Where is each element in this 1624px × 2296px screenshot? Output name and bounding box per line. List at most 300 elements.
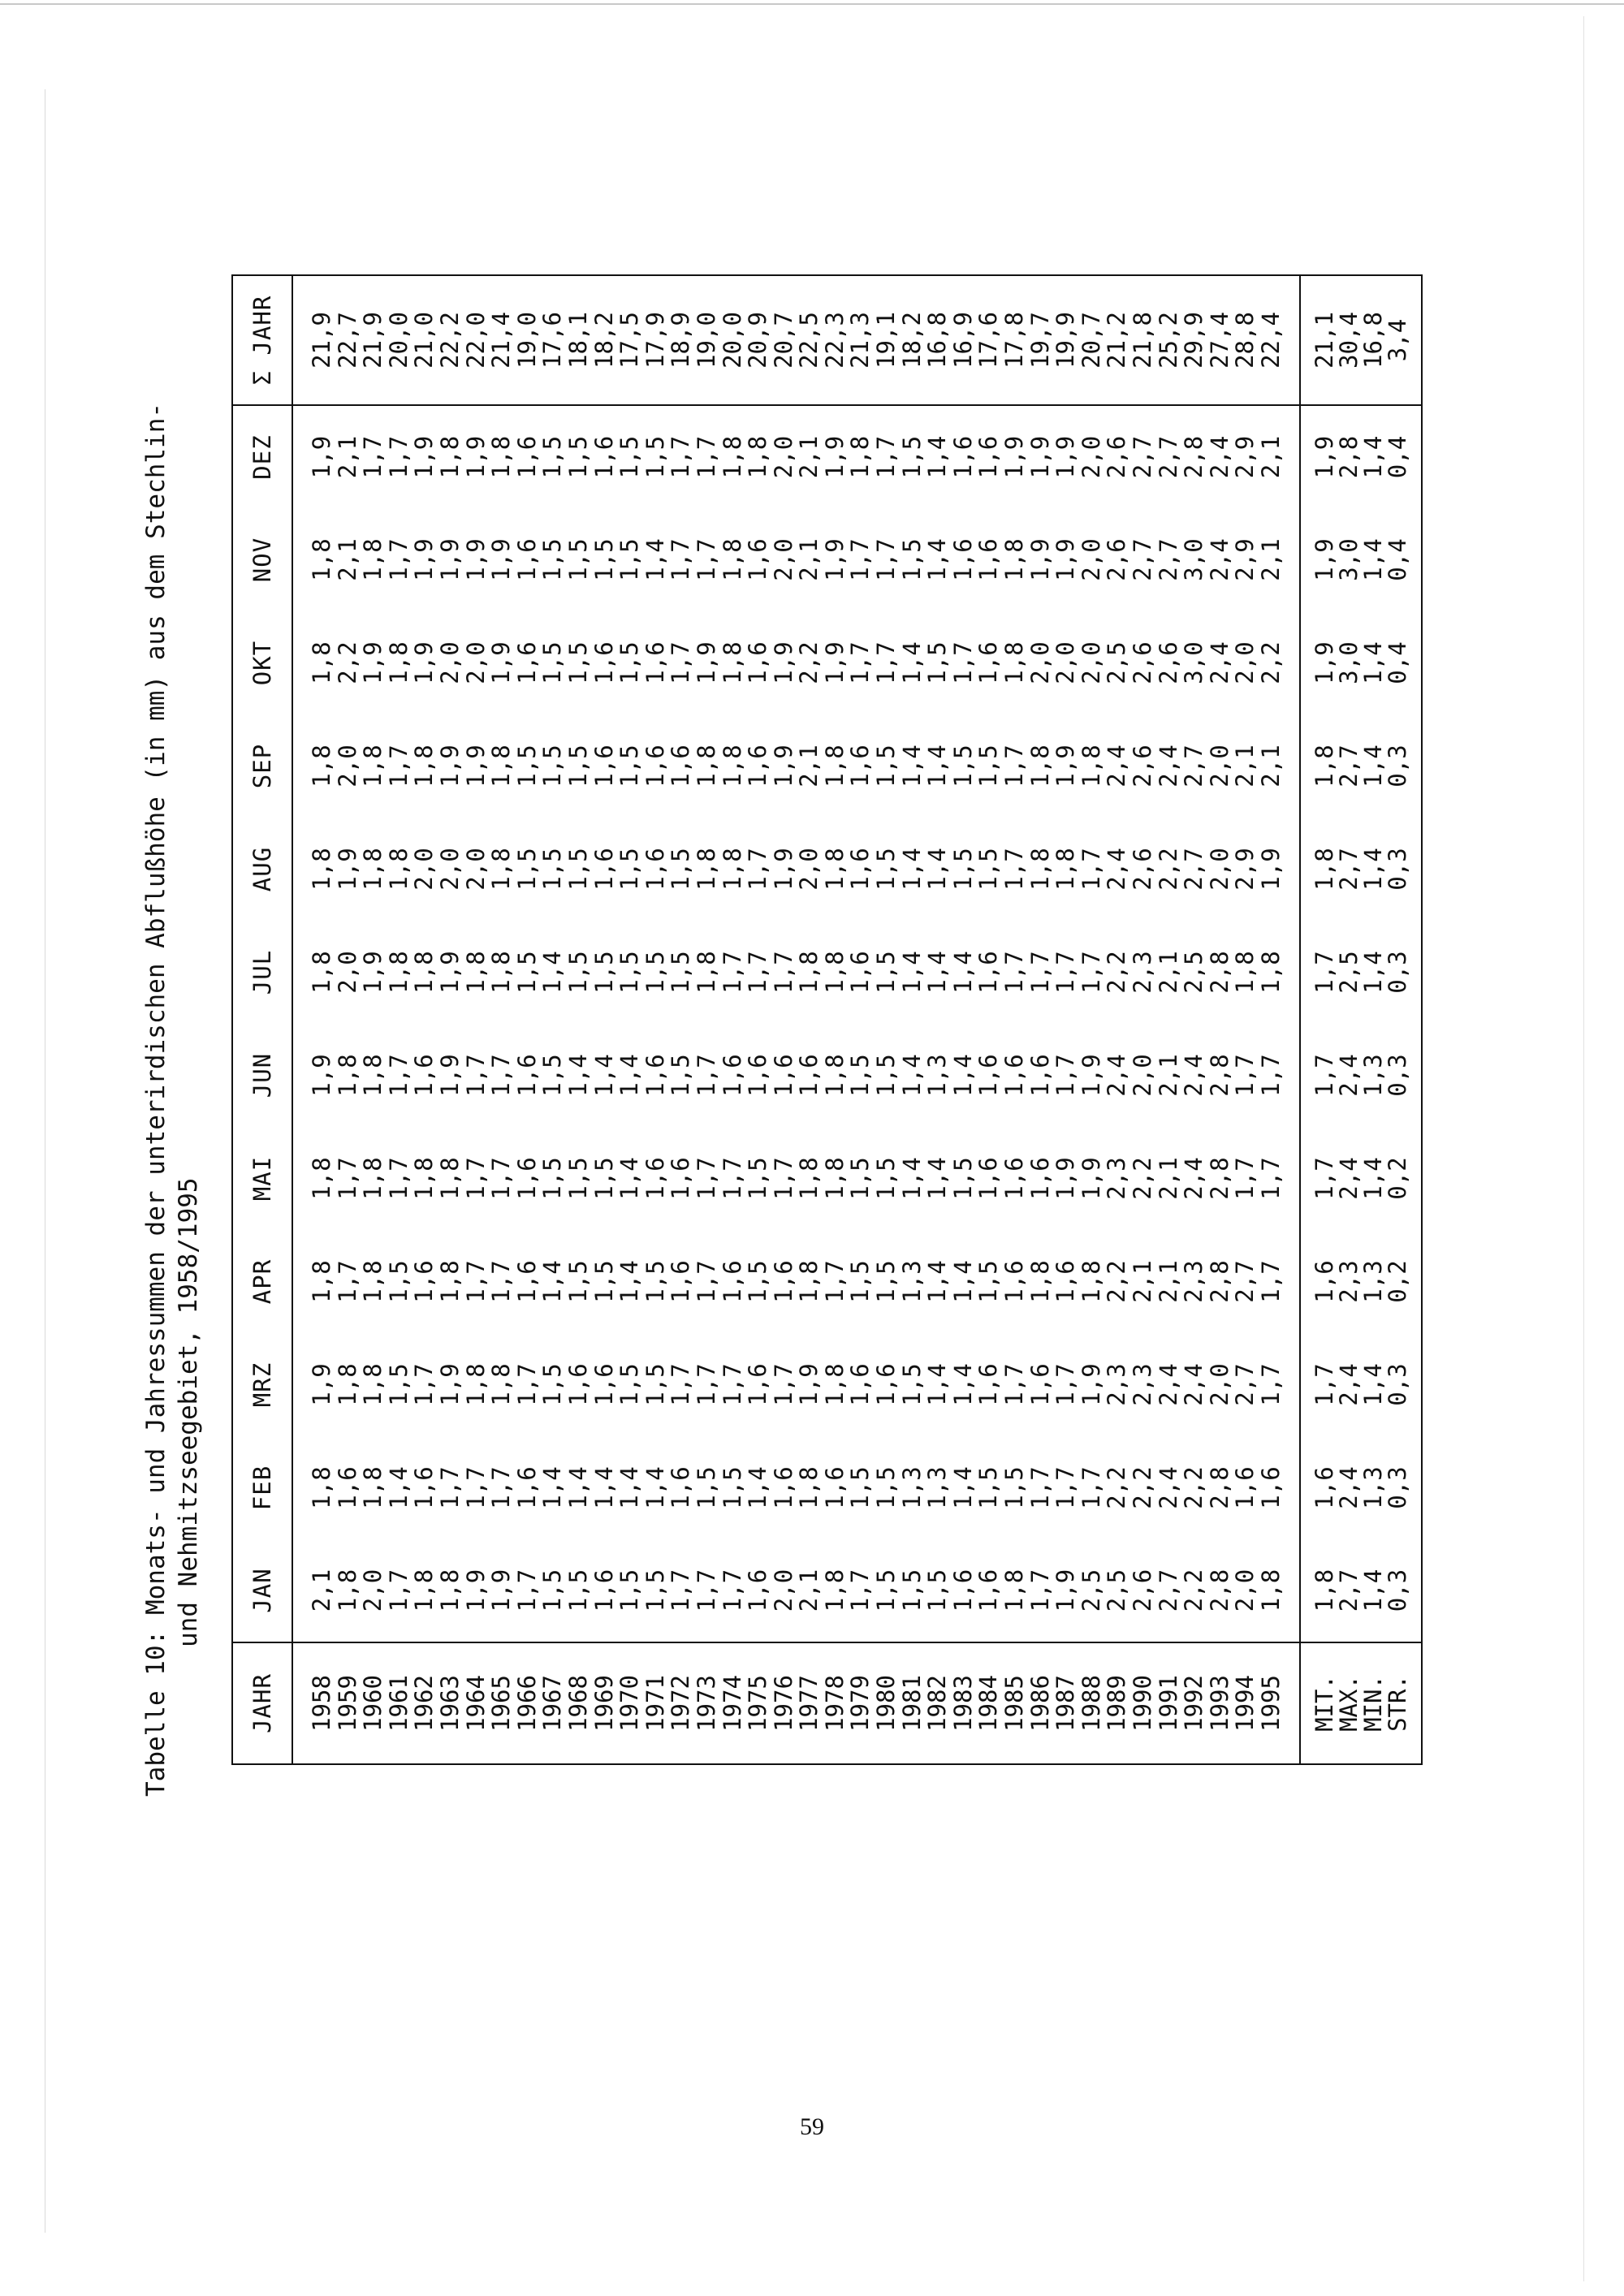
value-cell: 1,5 <box>564 951 592 994</box>
value-cell: 1,8 <box>435 1260 464 1303</box>
value-cell: 1,5 <box>590 951 618 994</box>
value-cell: 1,5 <box>512 848 541 891</box>
value-cell: 17,6 <box>540 275 566 405</box>
value-cell: 1,9 <box>435 744 464 788</box>
value-cell: 1,6 <box>974 1157 1003 1200</box>
value-cell: 1,4 <box>615 1466 644 1509</box>
value-cell: 1,5 <box>641 1569 669 1612</box>
value-cell: 1,7 <box>461 1157 490 1200</box>
row-label-cell: 1991 <box>1156 1642 1182 1764</box>
column-header: AUG <box>232 818 292 921</box>
table-row <box>1181 275 1207 1764</box>
value-cell: 1,7 <box>667 538 695 581</box>
value-cell: 1,5 <box>564 1569 592 1612</box>
value-cell: 1,6 <box>590 848 618 891</box>
value-cell: 21,9 <box>361 275 387 405</box>
column-header: DEZ <box>232 405 292 508</box>
value-cell: 2,0 <box>1077 538 1105 581</box>
value-cell: 1,8 <box>718 848 746 891</box>
value-cell: 1,5 <box>872 1260 901 1303</box>
value-cell: 19,1 <box>874 275 900 405</box>
value-cell: 1,5 <box>538 1569 567 1612</box>
table-row <box>874 275 900 1764</box>
value-cell: 1,4 <box>615 1157 644 1200</box>
table-header-row <box>232 275 292 1764</box>
value-cell: 1,8 <box>1077 1260 1105 1303</box>
value-cell: 2,0 <box>1231 641 1259 684</box>
value-cell: 22,3 <box>823 275 849 405</box>
value-cell: 17,5 <box>617 275 643 405</box>
table-row <box>643 275 669 1764</box>
value-cell: 2,0 <box>1077 435 1105 479</box>
value-cell: 2,7 <box>1334 1569 1363 1612</box>
value-cell: 1,5 <box>590 538 618 581</box>
table-row <box>951 275 977 1764</box>
value-cell: 1,4 <box>897 951 926 994</box>
table-row <box>1233 275 1259 1764</box>
value-cell: 1,9 <box>1256 848 1285 891</box>
value-cell: 1,4 <box>948 1363 977 1406</box>
value-cell: 2,1 <box>1256 538 1285 581</box>
value-cell: 1,5 <box>538 744 567 788</box>
value-cell: 1,8 <box>795 1260 823 1303</box>
column-header: OKT <box>232 611 292 714</box>
value-cell: 1,6 <box>846 1363 875 1406</box>
value-cell: 1,9 <box>1300 611 1337 714</box>
value-cell: 1,8 <box>820 1363 849 1406</box>
value-cell: 1,7 <box>1300 1333 1337 1436</box>
value-cell: 1,9 <box>461 538 490 581</box>
value-cell: 1,8 <box>308 848 335 891</box>
value-cell: 3,0 <box>1180 538 1208 581</box>
row-label-cell: 1959 <box>335 1642 361 1764</box>
rotated-page-content <box>130 260 1624 1819</box>
value-cell: 1,8 <box>487 435 516 479</box>
value-cell: 1,7 <box>769 1157 797 1200</box>
value-cell: 1,8 <box>359 1363 387 1406</box>
value-cell: 1,6 <box>1026 1363 1054 1406</box>
value-cell: 1,6 <box>512 435 541 479</box>
value-cell: 2,1 <box>1154 1157 1182 1200</box>
value-cell: 1,7 <box>461 1466 490 1509</box>
value-cell: 1,7 <box>333 1260 361 1303</box>
value-cell: 1,6 <box>948 538 977 581</box>
value-cell: 1,6 <box>769 1054 797 1097</box>
table-row <box>489 275 515 1764</box>
value-cell: 1,5 <box>872 1157 901 1200</box>
value-cell: 2,7 <box>1154 1569 1182 1612</box>
value-cell: 2,2 <box>1180 1466 1208 1509</box>
value-cell: 2,0 <box>461 848 490 891</box>
value-cell: 1,5 <box>615 641 644 684</box>
table-row <box>694 275 720 1764</box>
value-cell: 1,8 <box>308 1466 335 1509</box>
value-cell: 1,9 <box>461 435 490 479</box>
value-cell: 1,9 <box>1077 1363 1105 1406</box>
value-cell: 1,5 <box>897 435 926 479</box>
value-cell: 1,7 <box>1052 951 1080 994</box>
value-cell: 1,9 <box>769 641 797 684</box>
value-cell: 19,0 <box>694 275 720 405</box>
value-cell: 1,5 <box>744 1157 772 1200</box>
value-cell: 1,5 <box>948 1157 977 1200</box>
value-cell: 20,7 <box>771 275 797 405</box>
value-cell: 1,6 <box>974 538 1003 581</box>
value-cell: 2,8 <box>1334 435 1363 479</box>
value-cell: 1,9 <box>1026 538 1054 581</box>
value-cell: 1,8 <box>1300 1539 1337 1642</box>
value-cell: 29,9 <box>1181 275 1207 405</box>
value-cell: 1,5 <box>538 641 567 684</box>
value-cell: 2,7 <box>1180 848 1208 891</box>
value-cell: 21,1 <box>1300 275 1337 405</box>
value-cell: 1,7 <box>1026 951 1054 994</box>
value-cell: 1,3 <box>1358 1466 1387 1509</box>
value-cell: 1,5 <box>615 1569 644 1612</box>
value-cell: 17,8 <box>1002 275 1028 405</box>
value-cell: 1,6 <box>1052 1260 1080 1303</box>
value-cell: 1,6 <box>974 1054 1003 1097</box>
value-cell: 2,2 <box>1103 951 1131 994</box>
value-cell: 1,6 <box>512 1260 541 1303</box>
value-cell: 1,9 <box>333 848 361 891</box>
value-cell: 1,5 <box>667 951 695 994</box>
value-cell: 1,7 <box>872 538 901 581</box>
value-cell: 2,1 <box>795 538 823 581</box>
value-cell: 2,0 <box>435 641 464 684</box>
value-cell: 1,5 <box>538 848 567 891</box>
row-label-cell: 1963 <box>438 1642 464 1764</box>
value-cell: 1,8 <box>1077 744 1105 788</box>
value-cell: 1,5 <box>897 1363 926 1406</box>
value-cell: 1,4 <box>1358 1363 1387 1406</box>
column-header: JAN <box>232 1539 292 1642</box>
table-row <box>1053 275 1079 1764</box>
table-row <box>1079 275 1105 1764</box>
value-cell: 2,8 <box>1205 951 1233 994</box>
row-label-cell: 1972 <box>668 1642 694 1764</box>
value-cell: 1,4 <box>897 848 926 891</box>
value-cell: 2,1 <box>1154 1260 1182 1303</box>
value-cell: 1,9 <box>308 435 335 479</box>
value-cell: 1,5 <box>641 1260 669 1303</box>
value-cell: 1,5 <box>846 1157 875 1200</box>
table-row <box>566 275 592 1764</box>
value-cell: 1,8 <box>1256 1569 1285 1612</box>
value-cell: 1,5 <box>974 1466 1003 1509</box>
value-cell: 1,7 <box>718 951 746 994</box>
value-cell: 2,6 <box>1129 641 1156 684</box>
value-cell: 1,9 <box>435 951 464 994</box>
row-label-cell: 1987 <box>1053 1642 1079 1764</box>
value-cell: 3,0 <box>1334 641 1363 684</box>
value-cell: 1,7 <box>718 1363 746 1406</box>
value-cell: 2,1 <box>795 435 823 479</box>
value-cell: 1,7 <box>820 1260 849 1303</box>
value-cell: 2,2 <box>1129 1466 1156 1509</box>
column-header: SEP <box>232 714 292 818</box>
value-cell: 2,4 <box>1205 641 1233 684</box>
table-row <box>668 275 694 1764</box>
value-cell: 1,8 <box>410 744 438 788</box>
value-cell: 0,3 <box>1383 744 1411 788</box>
value-cell: 20,0 <box>387 275 412 405</box>
value-cell: 1,4 <box>948 1054 977 1097</box>
value-cell: 1,8 <box>308 744 335 788</box>
value-cell: 1,8 <box>435 1157 464 1200</box>
value-cell: 2,2 <box>333 641 361 684</box>
value-cell: 1,7 <box>512 1569 541 1612</box>
row-label-cell: 1974 <box>720 1642 746 1764</box>
value-cell: 2,6 <box>1103 538 1131 581</box>
value-cell: 1,4 <box>1358 1569 1387 1612</box>
value-cell: 30,4 <box>1337 275 1361 405</box>
value-cell: 2,1 <box>1256 744 1285 788</box>
value-cell: 1,5 <box>667 1054 695 1097</box>
value-cell: 1,5 <box>615 1363 644 1406</box>
value-cell: 1,6 <box>333 1466 361 1509</box>
value-cell: 1,8 <box>410 1157 438 1200</box>
value-cell: 21,0 <box>412 275 438 405</box>
column-header: MRZ <box>232 1333 292 1436</box>
value-cell: 1,9 <box>1052 1157 1080 1200</box>
value-cell: 1,4 <box>1358 951 1387 994</box>
value-cell: 1,6 <box>744 641 772 684</box>
value-cell: 1,5 <box>872 744 901 788</box>
value-cell: 1,8 <box>410 1569 438 1612</box>
row-label-cell: 1961 <box>387 1642 412 1764</box>
value-cell: 1,7 <box>410 1363 438 1406</box>
value-cell: 1,4 <box>897 1054 926 1097</box>
value-cell: 20,9 <box>745 275 771 405</box>
value-cell: 2,5 <box>1180 951 1208 994</box>
value-cell: 1,6 <box>1026 1157 1054 1200</box>
value-cell: 1,7 <box>1052 1054 1080 1097</box>
value-cell: 2,2 <box>1129 1157 1156 1200</box>
value-cell: 2,6 <box>1154 641 1182 684</box>
value-cell: 0,4 <box>1383 435 1411 479</box>
value-cell: 2,0 <box>1077 641 1105 684</box>
value-cell: 1,5 <box>948 848 977 891</box>
value-cell: 1,6 <box>641 641 669 684</box>
value-cell: 1,5 <box>641 951 669 994</box>
value-cell: 1,9 <box>435 1054 464 1097</box>
value-cell: 1,5 <box>872 1569 901 1612</box>
value-cell: 1,8 <box>1300 818 1337 921</box>
table-row <box>515 275 541 1764</box>
value-cell: 1,8 <box>846 435 875 479</box>
value-cell: 1,5 <box>872 848 901 891</box>
value-cell: 2,6 <box>1129 848 1156 891</box>
table-caption-line-2: und Nehmitzseegebiet, 1958/1995 <box>174 1177 203 1647</box>
value-cell: 1,8 <box>384 951 412 994</box>
value-cell: 1,4 <box>948 1466 977 1509</box>
value-cell: 1,7 <box>1231 1054 1259 1097</box>
value-cell: 2,1 <box>1154 1054 1182 1097</box>
value-cell: 1,9 <box>435 538 464 581</box>
value-cell: 1,6 <box>410 1466 438 1509</box>
value-cell: 1,5 <box>846 1054 875 1097</box>
column-header: FEB <box>232 1436 292 1539</box>
value-cell: 1,9 <box>1300 508 1337 611</box>
value-cell: 1,9 <box>461 1569 490 1612</box>
value-cell: 1,6 <box>872 1363 901 1406</box>
value-cell: 1,8 <box>744 435 772 479</box>
value-cell: 2,6 <box>1129 1569 1156 1612</box>
value-cell: 1,8 <box>359 538 387 581</box>
value-cell: 1,7 <box>384 1157 412 1200</box>
table-year-rows <box>292 275 1300 1764</box>
value-cell: 2,1 <box>1129 1260 1156 1303</box>
value-cell: 17,6 <box>976 275 1002 405</box>
value-cell: 1,5 <box>974 744 1003 788</box>
table-row <box>1156 275 1182 1764</box>
value-cell: 1,8 <box>359 848 387 891</box>
value-cell: 21,8 <box>1130 275 1156 405</box>
value-cell: 2,1 <box>1231 744 1259 788</box>
row-label-cell: 1995 <box>1259 1642 1300 1764</box>
row-label-cell: 1982 <box>925 1642 951 1764</box>
row-label-cell: 1962 <box>412 1642 438 1764</box>
value-cell: 2,0 <box>1205 744 1233 788</box>
table-row <box>797 275 823 1764</box>
value-cell: 1,6 <box>744 1054 772 1097</box>
row-label-cell: 1971 <box>643 1642 669 1764</box>
value-cell: 1,5 <box>897 538 926 581</box>
table-row <box>1028 275 1054 1764</box>
value-cell: 1,8 <box>718 538 746 581</box>
value-cell: 1,8 <box>1052 848 1080 891</box>
value-cell: 1,6 <box>1026 1054 1054 1097</box>
value-cell: 1,8 <box>1000 538 1029 581</box>
value-cell: 2,4 <box>1154 1363 1182 1406</box>
value-cell: 1,7 <box>512 1363 541 1406</box>
row-label-cell: 1994 <box>1233 1642 1259 1764</box>
value-cell: 1,7 <box>359 435 387 479</box>
value-cell: 2,8 <box>1205 1466 1233 1509</box>
row-label-cell: 1981 <box>900 1642 926 1764</box>
value-cell: 1,6 <box>641 1157 669 1200</box>
value-cell: 2,8 <box>1205 1569 1233 1612</box>
value-cell: 1,5 <box>564 848 592 891</box>
value-cell: 1,8 <box>1231 951 1259 994</box>
value-cell: 16,8 <box>925 275 951 405</box>
value-cell: 1,7 <box>1077 951 1105 994</box>
value-cell: 1,5 <box>564 538 592 581</box>
table-row <box>900 275 926 1764</box>
value-cell: 1,5 <box>1000 1466 1029 1509</box>
value-cell: 1,8 <box>461 951 490 994</box>
value-cell: 1,6 <box>1231 1466 1259 1509</box>
value-cell: 2,4 <box>1180 1157 1208 1200</box>
value-cell: 1,8 <box>308 538 335 581</box>
value-cell: 1,8 <box>435 435 464 479</box>
value-cell: 1,8 <box>359 1466 387 1509</box>
value-cell: 2,3 <box>1103 1363 1131 1406</box>
table-statistics-rows <box>1300 275 1422 1764</box>
value-cell: 2,3 <box>1103 1157 1131 1200</box>
value-cell: 1,5 <box>923 641 952 684</box>
value-cell: 2,1 <box>1154 951 1182 994</box>
value-cell: 1,7 <box>1256 1157 1285 1200</box>
value-cell: 1,8 <box>461 1363 490 1406</box>
value-cell: 1,8 <box>359 1157 387 1200</box>
value-cell: 1,9 <box>1052 435 1080 479</box>
value-cell: 2,2 <box>1180 1569 1208 1612</box>
value-cell: 1,4 <box>897 641 926 684</box>
value-cell: 2,2 <box>1256 641 1285 684</box>
value-cell: 1,8 <box>692 951 720 994</box>
row-label-cell: 1990 <box>1130 1642 1156 1764</box>
value-cell: 1,3 <box>897 1466 926 1509</box>
scan-edge-top <box>0 3 1624 5</box>
value-cell: 1,4 <box>923 1157 952 1200</box>
value-cell: 27,4 <box>1207 275 1233 405</box>
value-cell: 22,7 <box>335 275 361 405</box>
value-cell: 2,8 <box>1205 1157 1233 1200</box>
value-cell: 2,7 <box>1129 435 1156 479</box>
value-cell: 2,9 <box>1231 538 1259 581</box>
value-cell: 2,5 <box>1103 641 1131 684</box>
value-cell: 1,6 <box>590 1569 618 1612</box>
value-cell: 2,0 <box>1231 1569 1259 1612</box>
value-cell: 1,7 <box>692 435 720 479</box>
value-cell: 1,5 <box>538 435 567 479</box>
value-cell: 1,9 <box>461 744 490 788</box>
value-cell: 1,6 <box>974 641 1003 684</box>
value-cell: 1,9 <box>1077 1157 1105 1200</box>
value-cell: 1,6 <box>718 1260 746 1303</box>
value-cell: 1,4 <box>923 951 952 994</box>
value-cell: 1,8 <box>333 1054 361 1097</box>
value-cell: 2,4 <box>1334 1157 1363 1200</box>
value-cell: 1,7 <box>1077 1466 1105 1509</box>
value-cell: 2,0 <box>333 744 361 788</box>
value-cell: 2,0 <box>435 848 464 891</box>
value-cell: 1,8 <box>820 1054 849 1097</box>
table-row <box>361 275 387 1764</box>
value-cell: 1,5 <box>641 1363 669 1406</box>
value-cell: 1,8 <box>1026 848 1054 891</box>
value-cell: 1,6 <box>744 538 772 581</box>
value-cell: 1,4 <box>590 1054 618 1097</box>
value-cell: 1,6 <box>974 1363 1003 1406</box>
value-cell: 1,6 <box>564 1363 592 1406</box>
value-cell: 1,9 <box>1300 405 1337 508</box>
value-cell: 1,6 <box>590 435 618 479</box>
value-cell: 1,5 <box>384 1260 412 1303</box>
value-cell: 1,6 <box>667 1260 695 1303</box>
value-cell: 1,6 <box>846 848 875 891</box>
value-cell: 2,7 <box>1129 538 1156 581</box>
value-cell: 1,7 <box>692 1260 720 1303</box>
value-cell: 2,7 <box>1334 744 1363 788</box>
value-cell: 1,9 <box>820 435 849 479</box>
value-cell: 1,8 <box>820 744 849 788</box>
value-cell: 1,7 <box>384 1054 412 1097</box>
value-cell: 3,0 <box>1180 641 1208 684</box>
table-row <box>1104 275 1130 1764</box>
value-cell: 1,7 <box>692 1569 720 1612</box>
value-cell: 1,8 <box>487 1363 516 1406</box>
value-cell: 1,5 <box>564 641 592 684</box>
value-cell: 1,9 <box>410 538 438 581</box>
value-cell: 1,4 <box>1358 848 1387 891</box>
value-cell: 1,7 <box>846 538 875 581</box>
value-cell: 2,0 <box>769 538 797 581</box>
value-cell: 1,4 <box>923 848 952 891</box>
row-label-cell: 1970 <box>617 1642 643 1764</box>
